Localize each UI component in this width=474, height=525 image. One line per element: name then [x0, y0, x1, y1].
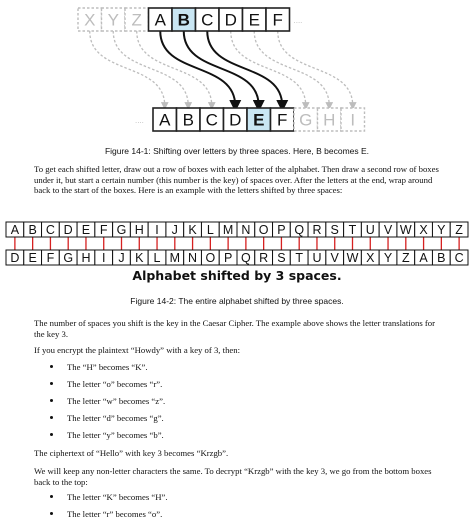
- letter-text: D: [224, 10, 237, 30]
- figure-1-diagram: [0, 0, 474, 140]
- top-box-e: [243, 8, 267, 31]
- alphabet-box-j: [166, 222, 184, 237]
- letter-text: C: [454, 251, 464, 265]
- bottom-box-c: [200, 108, 224, 131]
- letter-text: C: [45, 223, 55, 237]
- bullet-icon: [50, 495, 53, 498]
- letter-text: B: [182, 110, 194, 130]
- letter-text: A: [10, 223, 20, 237]
- alphabet-box-c: [42, 222, 60, 237]
- letter-text: N: [188, 251, 198, 265]
- shifted-box-f: [42, 250, 60, 265]
- letter-text: K: [135, 251, 144, 265]
- shifted-box-h: [77, 250, 95, 265]
- letter-text: S: [277, 251, 286, 265]
- alphabet-box-t: [344, 222, 362, 237]
- letter-text: Q: [294, 223, 305, 237]
- bottom-box-g: [294, 108, 318, 131]
- shifted-box-r: [255, 250, 273, 265]
- alphabet-box-k: [184, 222, 202, 237]
- letter-text: I: [350, 110, 356, 130]
- letter-text: Q: [241, 251, 251, 265]
- letter-text: F: [272, 10, 283, 30]
- letter-text: A: [419, 251, 428, 265]
- list-item-text: The letter “K” becomes “H”.: [67, 492, 168, 502]
- top-box-y: [102, 8, 126, 31]
- alphabet-box-q: [290, 222, 308, 237]
- shifted-box-y: [379, 250, 397, 265]
- shift-arrow: [207, 31, 282, 106]
- alphabet-box-b: [24, 222, 42, 237]
- alphabet-box-g: [113, 222, 131, 237]
- letter-text: I: [101, 251, 106, 265]
- shifted-box-i: [95, 250, 113, 265]
- letter-text: U: [365, 223, 375, 237]
- letter-text: B: [437, 251, 446, 265]
- shifted-box-l: [148, 250, 166, 265]
- letter-text: U: [312, 251, 322, 265]
- letter-text: O: [205, 251, 216, 265]
- shifted-box-d: [6, 250, 24, 265]
- shifted-box-t: [290, 250, 308, 265]
- shifted-box-w: [344, 250, 362, 265]
- letter-text: Z: [455, 223, 463, 237]
- paragraph-encrypt-intro: If you encrypt the plaintext “Howdy” with a key of 3, then:: [34, 345, 241, 355]
- bottom-box-b: [177, 108, 201, 131]
- letter-text: X: [419, 223, 428, 237]
- alphabet-box-s: [326, 222, 344, 237]
- shifted-box-p: [219, 250, 237, 265]
- alphabet-box-h: [130, 222, 148, 237]
- bullet-icon: [50, 365, 53, 368]
- list-item-text: The “H” becomes “K”.: [67, 362, 148, 372]
- top-box-x: [78, 8, 102, 31]
- alphabet-box-u: [361, 222, 379, 237]
- shifted-box-o: [201, 250, 219, 265]
- top-box-z: [125, 8, 149, 31]
- letter-text: H: [323, 110, 336, 130]
- top-box-b: [172, 8, 196, 31]
- alphabet-box-p: [273, 222, 291, 237]
- letter-text: V: [330, 251, 339, 265]
- top-letter-row: [78, 8, 302, 31]
- connector-ticks: [15, 237, 459, 250]
- letter-text: V: [383, 223, 393, 237]
- letter-text: I: [155, 223, 159, 237]
- alphabet-box-l: [201, 222, 219, 237]
- alphabet-box-f: [95, 222, 113, 237]
- faded-shift-arrow: [137, 31, 212, 106]
- letter-text: L: [153, 251, 161, 265]
- letter-text: Y: [383, 251, 393, 265]
- alphabet-top-row: [6, 222, 468, 237]
- faded-shift-arrow: [278, 31, 353, 106]
- shift-arrow: [160, 31, 235, 106]
- letter-text: R: [259, 251, 269, 265]
- alphabet-box-x: [415, 222, 433, 237]
- figure-1-caption: Figure 14-1: Shifting over letters by three spaces. Here, B becomes E.: [104, 146, 370, 156]
- list-item-text: The letter “d” becomes “g”.: [67, 413, 164, 423]
- bottom-letter-row: [135, 108, 365, 131]
- letter-text: O: [258, 223, 269, 237]
- letter-text: T: [295, 251, 304, 265]
- shifted-box-e: [24, 250, 42, 265]
- bullet-icon: [50, 433, 53, 436]
- faded-shift-arrow: [113, 31, 188, 106]
- letter-text: E: [253, 110, 265, 130]
- letter-text: H: [81, 251, 91, 265]
- letter-text: D: [10, 251, 20, 265]
- letter-text: E: [28, 251, 37, 265]
- shifted-box-z: [397, 250, 415, 265]
- letter-text: X: [366, 251, 375, 265]
- top-box-a: [149, 8, 173, 31]
- letter-text: D: [229, 110, 242, 130]
- shifted-box-j: [113, 250, 131, 265]
- letter-text: B: [28, 223, 37, 237]
- letter-text: M: [222, 223, 234, 237]
- figure-2-caption: Figure 14-2: The entire alphabet shifted by three spaces.: [130, 296, 344, 306]
- letter-text: S: [330, 223, 339, 237]
- alphabet-box-a: [6, 222, 24, 237]
- alphabet-box-v: [379, 222, 397, 237]
- bottom-box-e: [247, 108, 271, 131]
- shifted-box-a: [415, 250, 433, 265]
- letter-text: F: [277, 110, 288, 130]
- letter-text: G: [299, 110, 313, 130]
- letter-text: W: [346, 251, 359, 265]
- bottom-box-i: [341, 108, 365, 131]
- letter-text: Z: [131, 10, 142, 30]
- alphabet-box-i: [148, 222, 166, 237]
- shift-arrow: [184, 31, 259, 106]
- alphabet-box-o: [255, 222, 273, 237]
- letter-text: F: [46, 251, 55, 265]
- letter-text: G: [116, 223, 127, 237]
- alphabet-box-n: [237, 222, 255, 237]
- shifted-box-c: [450, 250, 468, 265]
- letter-text: N: [241, 223, 251, 237]
- alphabet-box-m: [219, 222, 237, 237]
- shifted-box-u: [308, 250, 326, 265]
- shifted-box-x: [361, 250, 379, 265]
- bullet-icon: [50, 512, 53, 515]
- alphabet-box-e: [77, 222, 95, 237]
- list-item-text: The letter “r” becomes “o”.: [67, 509, 163, 519]
- paragraph-key-explanation: The number of spaces you shift is the key in the Caesar Cipher. The example above shows the letter translations for the key 3.: [34, 318, 436, 339]
- alphabet-box-z: [450, 222, 468, 237]
- letter-text: A: [154, 10, 166, 30]
- top-box-f: [266, 8, 290, 31]
- letter-text: E: [81, 223, 91, 237]
- letter-text: P: [223, 251, 233, 265]
- shifted-box-k: [130, 250, 148, 265]
- letter-text: A: [159, 110, 171, 130]
- alphabet-box-y: [432, 222, 450, 237]
- bullet-icon: [50, 382, 53, 385]
- top-box-d: [219, 8, 243, 31]
- shifted-box-n: [184, 250, 202, 265]
- shifted-box-v: [326, 250, 344, 265]
- shifted-box-b: [432, 250, 450, 265]
- ellipsis: ....: [135, 116, 144, 125]
- list-item-text: The letter “o” becomes “r”.: [67, 379, 163, 389]
- shifted-box-m: [166, 250, 184, 265]
- bottom-box-h: [318, 108, 342, 131]
- bottom-box-a: [153, 108, 177, 131]
- bullet-icon: [50, 416, 53, 419]
- shifted-box-q: [237, 250, 255, 265]
- letter-text: J: [171, 223, 178, 237]
- figure-2-title: Alphabet shifted by 3 spaces.: [132, 268, 342, 283]
- bullet-icon: [50, 399, 53, 402]
- paragraph-decrypt-intro: We will keep any non-letter characters the same. To decrypt “Krzgb” with the key 3, we go from the bottom boxes back to the top:: [34, 466, 432, 487]
- shifted-box-g: [59, 250, 77, 265]
- letter-text: G: [63, 251, 74, 265]
- list-item-text: The letter “y” becomes “b”.: [67, 430, 164, 440]
- shift-arrows: [160, 31, 282, 106]
- letter-text: W: [399, 223, 412, 237]
- letter-text: Y: [437, 223, 446, 237]
- shifted-box-s: [273, 250, 291, 265]
- letter-text: Y: [107, 10, 119, 30]
- alphabet-box-d: [59, 222, 77, 237]
- letter-text: J: [118, 251, 125, 265]
- letter-text: P: [277, 223, 286, 237]
- top-box-c: [196, 8, 220, 31]
- bottom-box-f: [271, 108, 295, 131]
- letter-text: R: [312, 223, 322, 237]
- list-item-text: The letter “w” becomes “z”.: [67, 396, 166, 406]
- alphabet-box-r: [308, 222, 326, 237]
- letter-text: M: [169, 251, 181, 265]
- letter-text: Z: [401, 251, 410, 265]
- alphabet-shifted-row: [6, 250, 468, 265]
- bottom-box-d: [224, 108, 248, 131]
- paragraph-ciphertext: The ciphertext of “Hello” with key 3 becomes “Krzgb”.: [34, 448, 229, 458]
- faded-shift-arrow: [90, 31, 165, 106]
- alphabet-box-w: [397, 222, 415, 237]
- faded-shift-arrow: [231, 31, 306, 106]
- letter-text: T: [348, 223, 357, 237]
- letter-text: K: [188, 223, 197, 237]
- letter-text: H: [134, 223, 144, 237]
- letter-text: L: [206, 223, 214, 237]
- letter-text: C: [205, 110, 218, 130]
- faded-shift-arrow: [254, 31, 329, 106]
- letter-text: F: [99, 223, 108, 237]
- ellipsis: ....: [293, 16, 303, 25]
- paragraph-shift-explanation: To get each shifted letter, draw out a row of boxes with each letter of the alphabet. Then draw a second row of boxes under it, but start a certain number (this number is the key) of spaces over. After the letters at the end, wrap around back to the start of the boxes. Here is an example with the letters shifted by three spaces:: [34, 164, 439, 196]
- letter-text: C: [201, 10, 214, 30]
- letter-text: B: [177, 10, 190, 30]
- letter-text: D: [63, 223, 73, 237]
- letter-text: E: [248, 10, 260, 30]
- letter-text: X: [84, 10, 96, 30]
